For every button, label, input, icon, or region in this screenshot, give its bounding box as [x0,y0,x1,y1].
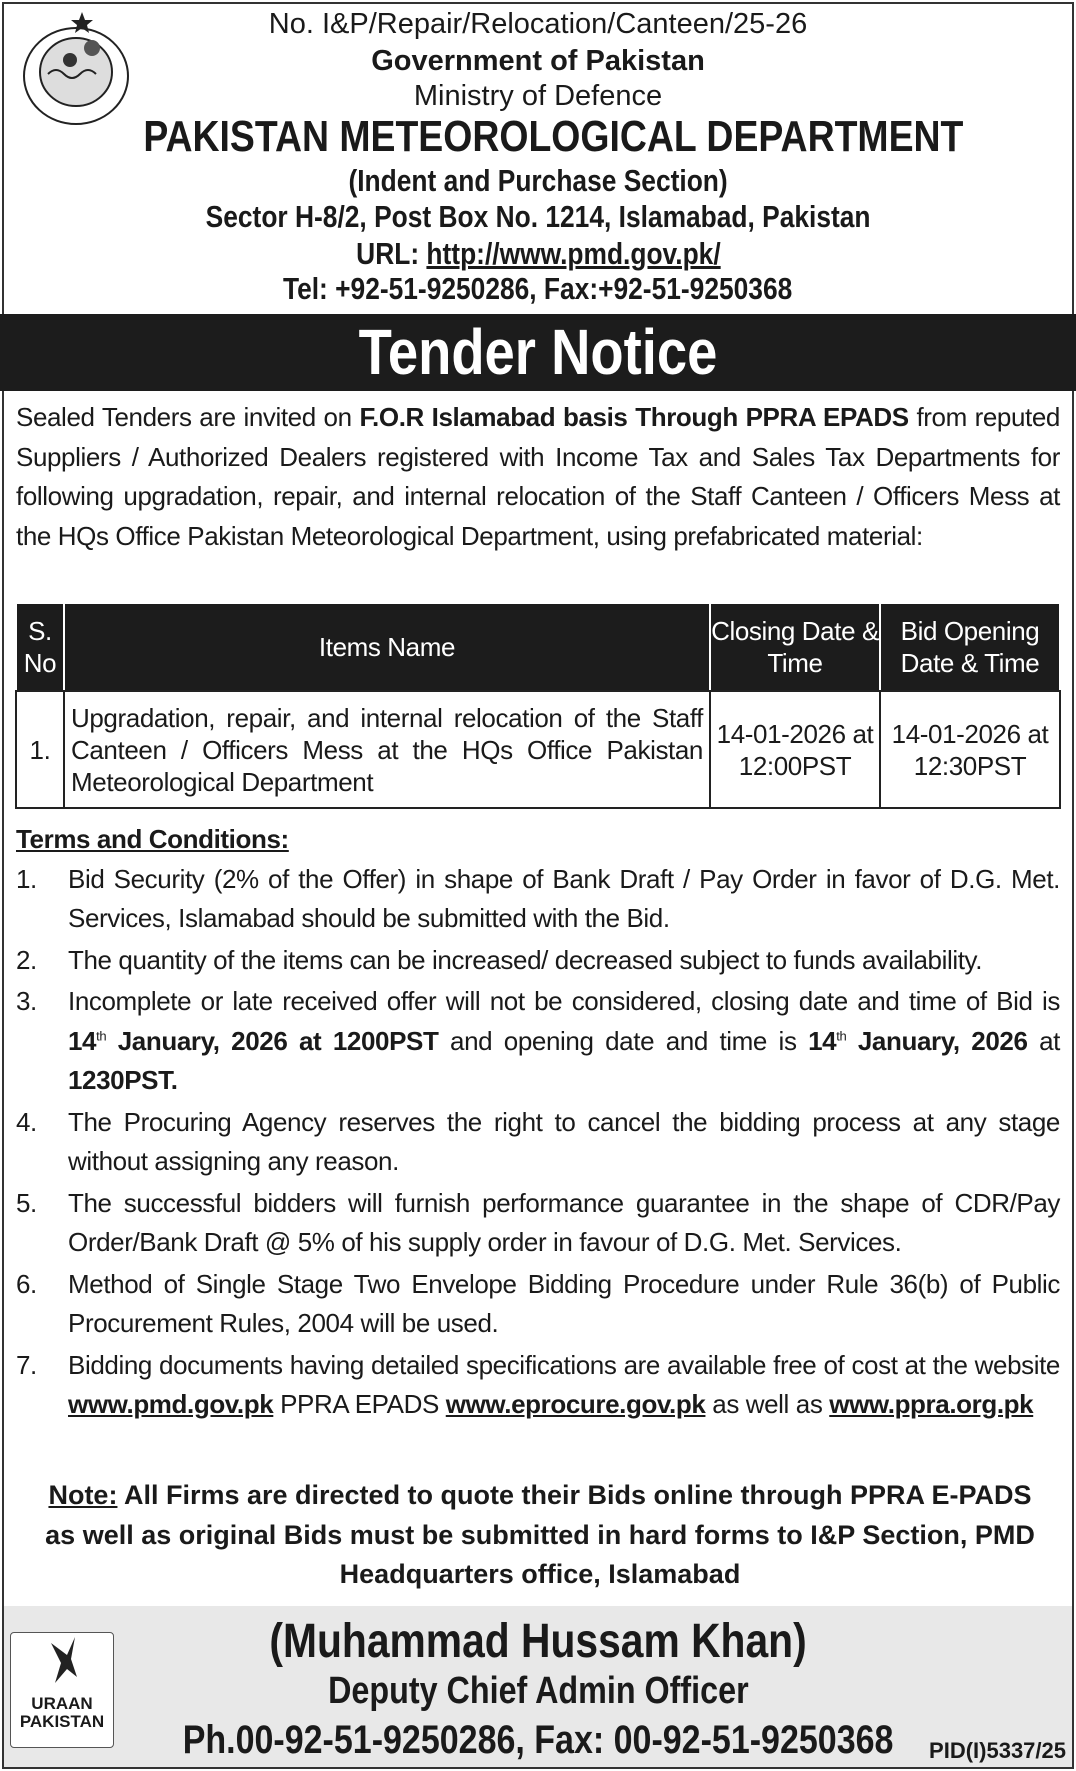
contact-line: Tel: +92-51-9250286, Fax:+92-51-9250368 [283,271,793,306]
officer-name: (Muhammad Hussam Khan) [269,1615,807,1668]
officer-contact: Ph.00-92-51-9250286, Fax: 00-92-51-9250368 [182,1718,894,1762]
terms-section [16,820,1060,1427]
section-name: (Indent and Purchase Section) [348,163,728,198]
col-opening: Bid Opening Date & Time [880,603,1060,691]
terms-heading: Terms and Conditions: [16,824,289,854]
items-table [15,602,1061,809]
eprocure-link[interactable]: www.eprocure.gov.pk [445,1389,706,1419]
col-items-name: Items Name [64,603,710,691]
term-item: 2. The quantity of the items can be increased/ decreased subject to funds availability. [16,944,983,975]
ppra-link[interactable]: www.ppra.org.pk [829,1389,1034,1419]
cell-sno: 1. [16,691,64,808]
officer-designation: Deputy Chief Admin Officer [327,1670,749,1712]
term-item: 1. Bid Security (2% of the Offer) in shape of Bank Draft / Pay Order in favor of D.G. Met. Services, Islamabad should be submitted with the Bid. [16,863,1060,933]
reference-number: No. I&P/Repair/Relocation/Canteen/25-26 [268,8,808,40]
notice-title: Tender Notice [358,316,718,388]
term-item: 6. Method of Single Stage Two Envelope Bidding Procedure under Rule 36(b) of Public Procurement Rules, 2004 will be used. [16,1268,1060,1338]
website-link[interactable]: http://www.pmd.gov.pk/ [426,236,721,271]
note-label: Note: [48,1480,118,1510]
term-item: 3. Incomplete or late received offer will not be considered, closing date and time of Bid is 14th January, 2026 at 1200PST and opening date and time is 14th January, 2026 at 1230PST. [16,986,1060,1095]
col-closing: Closing Date & Time [710,603,880,691]
government-line: Government of Pakistan [371,45,705,77]
cell-closing: 14-01-2026 at 12:00PST [710,691,880,808]
col-sno: S. No [16,603,64,691]
department-name: PAKISTAN METEOROLOGICAL DEPARTMENT [142,112,964,161]
cell-opening: 14-01-2026 at 12:30PST [880,691,1060,808]
term-item: 5. The successful bidders will furnish performance guarantee in the shape of CDR/Pay Order/Bank Draft @ 5% of his supply order in favour of D.G. Met. Services. [16,1187,1060,1257]
term-item: 4. The Procuring Agency reserves the right to cancel the bidding process at any stage without assigning any reason. [16,1106,1060,1176]
table-header-row [16,603,1060,691]
intro-paragraph: Sealed Tenders are invited on F.O.R Islamabad basis Through PPRA EPADS from reputed Suppliers / Authorized Dealers registered with Income Tax and Sales Tax Departments for following upgradation, repair, and internal relocation of the Staff Canteen / Officers Mess at the HQs Office Pakistan Meteorological Department, using prefabricated material: [16,402,1060,551]
table-row [16,691,1060,808]
cell-item: Upgradation, repair, and internal relocation of the Staff Canteen / Officers Mess at the HQs Office Pakistan Meteorological Department [64,691,710,808]
uraan-pakistan-logo: URAAN PAKISTAN [10,1632,114,1748]
pmd-link[interactable]: www.pmd.gov.pk [68,1389,274,1419]
term-item: 7. Bidding documents having detailed specifications are available free of cost at the website www.pmd.gov.pk PPRA EPADS www.eprocure.gov.pk as well as www.ppra.org.pk [16,1349,1060,1419]
address: Sector H-8/2, Post Box No. 1214, Islamabad, Pakistan [205,199,871,234]
note [30,1476,1050,1595]
url-label: URL: [355,236,419,271]
title-band [0,314,1076,391]
pid-number: PID(I)5337/25 [929,1738,1066,1763]
note-text: All Firms are directed to quote their Bids online through PPRA E-PADS as well as original Bids must be submitted in hard forms to I&P Section, PMD Headquarters office, Islamabad [45,1480,1035,1589]
ministry-line: Ministry of Defence [413,80,663,112]
letterhead [0,0,1076,314]
